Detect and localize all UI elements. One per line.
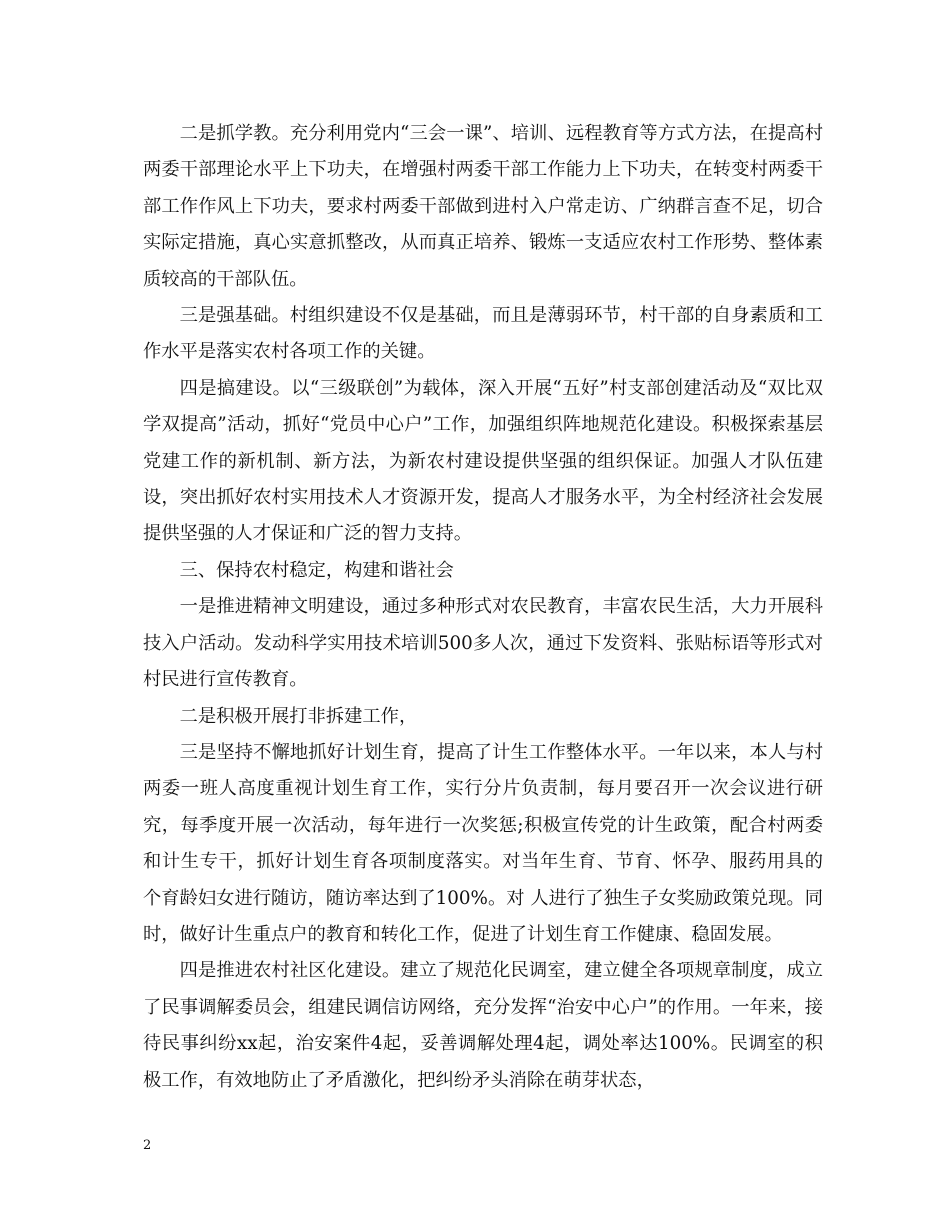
paragraph-construction: 四是搞建设。以“三级联创”为载体，深入开展“五好”村支部创建活动及“双比双学双提高”活动，抓好“党员中心户”工作，加强组织阵地规范化建设。积极探索基层党建工作的新机制、新方法，为新农村建设提供坚强的组织保证。加强人才队伍建设，突出抓好农村实用技术人才资源开发，提高人才服务水平，为全村经济社会发展提供坚强的人才保证和广泛的智力支持。 <box>143 377 823 545</box>
paragraph-study: 二是抓学教。充分利用党内“三会一课”、培训、远程教育等方式方法，在提高村两委干部理论水平上下功夫，在增强村两委干部工作能力上下功夫，在转变村两委干部工作作风上下功夫，要求村两委干部做到进村入户常走访、广纳群言查不足，切合实际定措施，真心实意抓整改，从而真正培养、锻炼一支适应农村工作形势、整体素质较高的干部队伍。 <box>143 123 823 290</box>
paragraph-foundation: 三是强基础。村组织建设不仅是基础，而且是薄弱环节，村干部的自身素质和工作水平是落实农村各项工作的关键。 <box>143 305 823 363</box>
body-text <box>143 116 823 1099</box>
page-number: 2 <box>143 1138 152 1153</box>
paragraph-family-planning: 三是坚持不懈地抓好计划生育，提高了计生工作整体水平。一年以来，本人与村两委一班人高度重视计划生育工作，实行分片负责制，每月要召开一次会议进行研究，每季度开展一次活动，每年进行一次奖惩;积极宣传党的计生政策，配合村两委和计生专干，抓好计划生育各项制度落实。对当年生育、节育、怀孕、服药用具的 个育龄妇女进行随访，随访率达到了100%。对 人进行了独生子女奖励政策兑现。同时，做好计生重点户的教育和转化工作，促进了计划生育工作健康、稳固发展。 <box>143 741 823 945</box>
paragraph-community: 四是推进农村社区化建设。建立了规范化民调室，建立健全各项规章制度，成立了民事调解委员会，组建民调信访网络，充分发挥“治安中心户”的作用。一年来，接待民事纠纷xx起，治安案件4起，妥善调解处理4起，调处率达100%。民调室的积极工作，有效地防止了矛盾激化，把纠纷矛头消除在萌芽状态， <box>143 960 823 1091</box>
section-heading-stability: 三、保持农村稳定，构建和谐社会 <box>179 559 454 581</box>
paragraph-civilization: 一是推进精神文明建设，通过多种形式对农民教育，丰富农民生活，大力开展科技入户活动。发动科学实用技术培训500多人次，通过下发资料、张贴标语等形式对村民进行宣传教育。 <box>143 596 823 691</box>
paragraph-demolition: 二是积极开展打非拆建工作， <box>179 705 418 727</box>
